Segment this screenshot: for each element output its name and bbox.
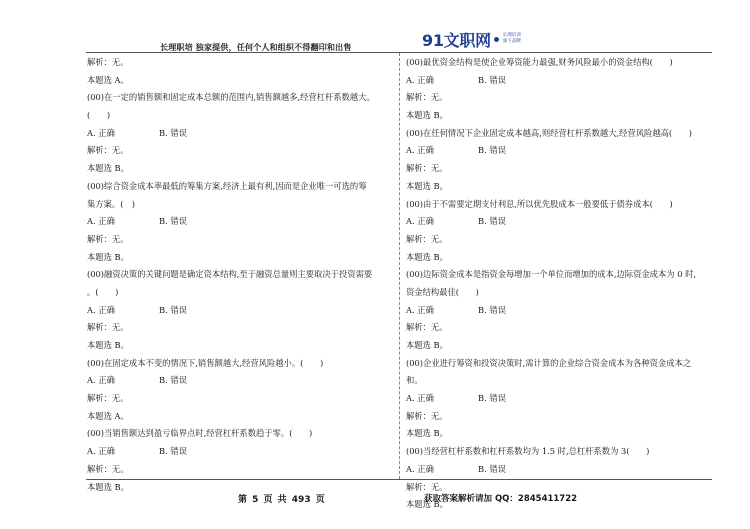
option-a: A. 正确 bbox=[406, 463, 434, 474]
option-b: B. 错误 bbox=[478, 304, 506, 315]
left-column bbox=[87, 54, 393, 496]
option-b: B. 错误 bbox=[478, 393, 506, 404]
answer-options bbox=[87, 125, 393, 143]
logo-tagline-2: 旗下品牌 bbox=[502, 39, 521, 44]
option-b: B. 错误 bbox=[159, 446, 187, 457]
option-b: B. 错误 bbox=[478, 145, 506, 156]
text-line: 本题选 B。 bbox=[406, 180, 448, 191]
option-a: A. 正确 bbox=[406, 304, 434, 315]
text-line: 解析：无。 bbox=[87, 57, 129, 67]
text-line: 资金结构最佳( ) bbox=[406, 286, 479, 297]
question-text: (00)企业进行筹资和投资决策时,需计算的企业综合资金成本为各种资金成本之 bbox=[406, 357, 692, 368]
text-line: 本题选 B。 bbox=[406, 499, 448, 510]
text-line: 本题选 B。 bbox=[87, 251, 129, 262]
text-line: 解析：无。 bbox=[406, 322, 448, 333]
logo-tagline-1: 长理培训 bbox=[502, 33, 521, 38]
option-a: A. 正确 bbox=[406, 145, 434, 156]
question-text: (00)融资决策的关键问题是确定资本结构,至于融资总量则主要取决于投资需要 bbox=[87, 269, 373, 280]
text-line: ( ) bbox=[87, 110, 111, 121]
answer-options bbox=[406, 213, 712, 231]
header-notice: 长理职培 独家提供，任何个人和组织不得翻印和出售 bbox=[160, 43, 352, 52]
text-line: 集方案。( ) bbox=[87, 198, 135, 209]
text-line: 本题选 B。 bbox=[406, 428, 448, 439]
text-line: 本题选 B。 bbox=[87, 163, 129, 174]
answer-options bbox=[406, 72, 712, 90]
option-a: A. 正确 bbox=[406, 393, 434, 404]
option-b: B. 错误 bbox=[159, 127, 187, 138]
answer-options bbox=[406, 461, 712, 479]
answer-options bbox=[406, 390, 712, 408]
question-text: (00)在一定的销售额和固定成本总额的范围内,销售额越多,经营杠杆系数越大。 bbox=[87, 92, 375, 103]
text-line: 本题选 B。 bbox=[87, 481, 129, 492]
answer-options bbox=[406, 142, 712, 160]
question-text: (00)在固定成本不变的情况下,销售额越大,经营风险越小。( ) bbox=[87, 357, 324, 368]
text-line: 本题选 B。 bbox=[406, 110, 448, 121]
text-line: 解析：无。 bbox=[406, 92, 448, 103]
option-b: B. 错误 bbox=[159, 375, 187, 386]
question-text: (00)最优资金结构是使企业筹资能力最强,财务风险最小的资金结构( ) bbox=[406, 57, 673, 67]
text-line: 本题选 A。 bbox=[87, 74, 129, 85]
logo-tagline bbox=[503, 33, 537, 45]
option-a: A. 正确 bbox=[406, 216, 434, 227]
question-text: (00)边际资金成本是指资金每增加一个单位而增加的成本,边际资金成本为 0 时, bbox=[406, 269, 697, 280]
answer-options bbox=[406, 302, 712, 320]
option-b: B. 错误 bbox=[478, 463, 506, 474]
text-line: 解析：无。 bbox=[406, 163, 448, 174]
text-line: 解析：无。 bbox=[87, 393, 129, 404]
option-b: B. 错误 bbox=[159, 304, 187, 315]
site-logo bbox=[422, 28, 537, 50]
text-line: 解析：无。 bbox=[406, 233, 448, 244]
option-a: A. 正确 bbox=[87, 304, 115, 315]
text-line: 本题选 A。 bbox=[87, 410, 129, 421]
page-number: 第 5 页 共 493 页 bbox=[238, 495, 325, 505]
answer-options bbox=[87, 443, 393, 461]
option-b: B. 错误 bbox=[159, 216, 187, 227]
column-divider bbox=[399, 53, 400, 479]
text-line: 和。 bbox=[406, 375, 423, 386]
text-line: 解析：无。 bbox=[406, 410, 448, 421]
question-text: (00)综合资金成本率最低的筹集方案,经济上最有利,因而是企业唯一可选的筹 bbox=[87, 180, 367, 191]
text-line: 本题选 B。 bbox=[406, 340, 448, 350]
option-a: A. 正确 bbox=[87, 127, 115, 138]
question-text: (00)当经营杠杆系数和杠杆系数均为 1.5 时,总杠杆系数为 3( ) bbox=[406, 446, 650, 457]
text-line: 解析：无。 bbox=[406, 481, 448, 492]
question-text: (00)当销售额达到盈亏临界点时,经营杠杆系数趋于零。( ) bbox=[87, 428, 313, 439]
text-line: 解析：无。 bbox=[87, 233, 129, 244]
option-a: A. 正确 bbox=[406, 74, 434, 85]
text-line: 本题选 B。 bbox=[87, 340, 129, 350]
option-a: A. 正确 bbox=[87, 446, 115, 457]
question-text: (00)在任何情况下企业固定成本越高,则经营杠杆系数越大,经营风险越高( ) bbox=[406, 127, 692, 138]
text-line: 。( ) bbox=[87, 286, 119, 297]
answer-options bbox=[87, 302, 393, 320]
text-line: 解析：无。 bbox=[87, 463, 129, 474]
logo-text: 91文职网 bbox=[422, 30, 491, 50]
answer-options bbox=[87, 213, 393, 231]
question-text: (00)由于不需要定期支付利息,所以优先股成本一般要低于债券成本( ) bbox=[406, 198, 673, 209]
option-a: A. 正确 bbox=[87, 216, 115, 227]
text-line: 解析：无。 bbox=[87, 322, 129, 333]
text-line: 本题选 B。 bbox=[406, 251, 448, 262]
text-line: 解析：无。 bbox=[87, 145, 129, 156]
answer-options bbox=[87, 372, 393, 390]
option-b: B. 错误 bbox=[478, 74, 506, 85]
right-column bbox=[406, 54, 712, 514]
option-b: B. 错误 bbox=[478, 216, 506, 227]
option-a: A. 正确 bbox=[87, 375, 115, 386]
logo-dot-icon bbox=[494, 37, 499, 42]
contact-info: 获取答案解析请加 QQ：2845411722 bbox=[424, 494, 578, 504]
